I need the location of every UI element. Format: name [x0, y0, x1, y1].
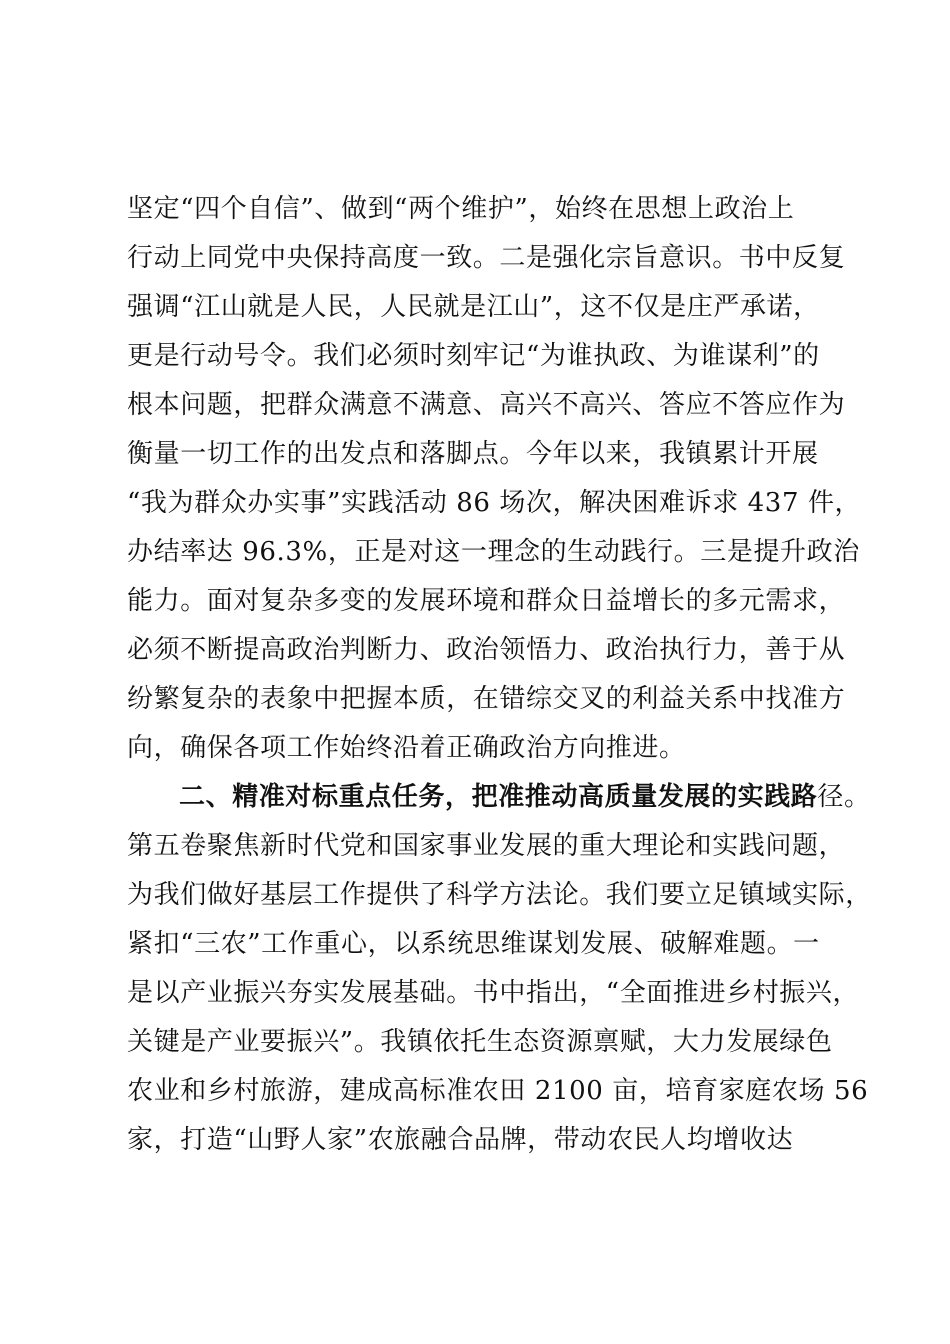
paragraph-line: 农业和乡村旅游，建成高标准农田 2100 亩，培育家庭农场 56	[127, 1076, 869, 1106]
paragraph-line: 必须不断提高政治判断力、政治领悟力、政治执行力，善于从	[127, 635, 846, 665]
paragraph-line: 紧扣“三农”工作重心，以系统思维谋划发展、破解难题。一	[127, 929, 820, 959]
paragraph-line: “我为群众办实事”实践活动 86 场次，解决困难诉求 437 件，	[127, 488, 862, 518]
paragraph-line: 纷繁复杂的表象中把握本质，在错综交叉的利益关系中找准方	[127, 684, 846, 714]
paragraph-line: 家，打造“山野人家”农旅融合品牌，带动农民人均增收达	[127, 1125, 794, 1155]
body-text	[127, 185, 872, 1165]
paragraph-line: 能力。面对复杂多变的发展环境和群众日益增长的多元需求，	[127, 586, 846, 616]
paragraph-line: 关键是产业要振兴”。我镇依托生态资源禀赋，大力发展绿色	[127, 1027, 833, 1057]
paragraph-line: 向，确保各项工作始终沿着正确政治方向推进。	[127, 733, 686, 763]
paragraph-line: 是以产业振兴夯实发展基础。书中指出，“全面推进乡村振兴，	[127, 978, 860, 1008]
paragraph-line: 衡量一切工作的出发点和落脚点。今年以来，我镇累计开展	[127, 439, 819, 469]
section-heading-tail: 径。	[817, 782, 871, 812]
paragraph-line: 第五卷聚焦新时代党和国家事业发展的重大理论和实践问题，	[127, 831, 846, 861]
paragraph-line: 更是行动号令。我们必须时刻牢记“为谁执政、为谁谋利”的	[127, 341, 820, 371]
paragraph-line: 行动上同党中央保持高度一致。二是强化宗旨意识。书中反复	[127, 243, 846, 273]
section-heading	[127, 773, 871, 822]
paragraph-line: 根本问题，把群众满意不满意、高兴不高兴、答应不答应作为	[127, 390, 846, 420]
paragraph-line: 办结率达 96.3%，正是对这一理念的生动践行。三是提升政治	[127, 537, 860, 567]
paragraph-line: 强调“江山就是人民，人民就是江山”，这不仅是庄严承诺，	[127, 292, 820, 322]
paragraph-line: 坚定“四个自信”、做到“两个维护”，始终在思想上政治上	[127, 194, 795, 224]
paragraph-line: 为我们做好基层工作提供了科学方法论。我们要立足镇域实际，	[127, 880, 872, 910]
section-heading-text: 二、精准对标重点任务，把准推动高质量发展的实践路	[179, 782, 818, 812]
